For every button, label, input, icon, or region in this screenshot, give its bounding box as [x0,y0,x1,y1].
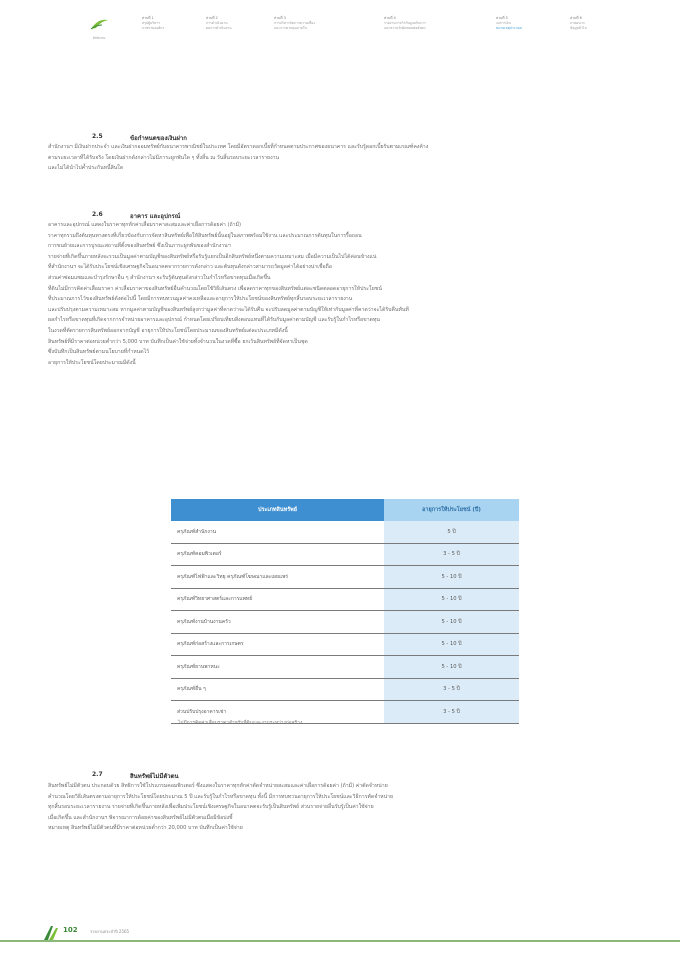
cell-asset: ครุภัณฑ์งานบ้านงานครัว [177,618,231,625]
section-number: 2.6 [92,211,103,218]
paragraph-line: ทุกสิ้นรอบระยะเวลารายงาน รายจ่ายที่เกิดขึ้นภายหลังเพื่อเพิ่มประโยชน์เชิงเศรษฐกิจในอนาคตจะรับรู้เป็นสินทรัพย์ ส่วนรายจ่ายอื่นรับรู้เป็นค่าใช้จ่าย [48,804,374,811]
nav-label: สรุปผู้บริหาร [142,21,160,25]
section-2-5-body [48,142,614,174]
paragraph-line: ที่ดินไม่มีการคิดค่าเสื่อมราคา ค่าเสื่อมราคาของสินทรัพย์อื่นคำนวณโดยใช้วิธีเส้นตรง เพื่อลดราคาทุกของสินทรัพย์แต่ละชนิดตลอดอายุการให้ประโยชน์ [48,285,382,292]
cell-asset: ครุภัณฑ์สำนักงาน [177,528,217,535]
nav-section-5[interactable] [496,16,522,31]
paragraph-line: ซึ่งบันทึกเป็นสินทรัพย์ตามนโยบายที่กำหนดไว้ [48,349,150,356]
table-row [171,679,519,702]
section-number: 2.7 [92,771,103,778]
cell-asset: ครุภัณฑ์ยานพาหนะ [177,663,220,670]
cell-asset: ส่วนปรับปรุงอาคารเช่า [177,708,227,715]
section-title: อาคาร และอุปกรณ์ [130,213,181,220]
paragraph-line: รายจ่ายที่เกิดขึ้นภายหลังจะรวมเป็นมูลค่าตามบัญชีของสินทรัพย์หรือรับรู้แยกเป็นอีกสินทรัพย์หนึ่งตามความเหมาะสม เมื่อมีความเป็นไปได้ค่อนข้างแน่ [48,253,377,260]
cell-asset: ครุภัณฑ์ก่อสร้างและการเกษตร [177,641,244,648]
nav-label: ภาคผนวก [570,21,585,25]
paragraph-line: สินทรัพย์ที่มีราคาต่อหน่วยต่ำกว่า 5,000 บาท บันทึกเป็นค่าใช้จ่ายทั้งจำนวนในงวดที่ซื้อ ยกเว้นสินทรัพย์ที่จัดหาเป็นชุด [48,338,308,345]
paragraph-line: ในงวดที่ตัดรายการสินทรัพย์ออกจากบัญชี อายุการให้ประโยชน์โดยประมาณของสินทรัพย์แต่ละประเภทมีดังนี้ [48,327,288,334]
table-row [171,656,519,679]
table-row [171,544,519,567]
section-2-7-body [48,781,614,834]
nav-label: ส่วนที่ 3 [274,16,286,20]
paragraph-line: ส่วนค่าซ่อมแซมและบำรุงรักษาอื่น ๆ สำนักงานฯ จะรับรู้ต้นทุนดังกล่าวในกำไรหรือขาดทุนเมื่อเกิดขึ้น [48,274,271,281]
paragraph-line: อาคารและอุปกรณ์ แสดงในราคาทุกหักค่าเสื่อมราคาสะสมและค่าเผื่อการด้อยค่า (ถ้ามี) [48,222,242,228]
table-row [171,634,519,657]
nav-label: ภาพรวมองค์กร [142,26,165,30]
footer-divider [0,940,680,942]
nav-label: ส่วนที่ 4 [384,16,396,20]
nav-section-6[interactable] [570,16,587,31]
table-row [171,566,519,589]
column-header-years: อายุการให้ประโยชน์ (ปี) [384,499,519,521]
paragraph-line: ผลกำไรหรือขาดทุนที่เกิดจากการจำหน่ายอาคารและอุปกรณ์ กำหนดโดยเปรียบเทียบสิ่งตอบแทนที่ได้รับกับมูลค่าตามบัญชี และรับรู้ในกำไรหรือขาดทุน [48,317,380,324]
paragraph-line: และไม่ได้นำไปค้ำประกันหนี้สินใด [48,165,124,172]
nav-section-4[interactable] [384,16,426,31]
table-footnote: ไม่มีการคิดค่าเสื่อมราคาสำหรับที่ดินและงานระหว่างก่อสร้าง [178,721,303,726]
nav-section-2[interactable] [206,16,232,31]
nav-label: ส่วนที่ 5 [496,16,508,20]
nav-label: การบริหารจัดการความเสี่ยง [274,21,315,25]
column-header-asset: ประเภทสินทรัพย์ [171,499,384,521]
nav-label: การดำเนินงาน [206,21,228,25]
section-title: ข้อกำหนดของเงินฝาก [130,135,187,142]
paragraph-line: สำนักงานฯ มีเงินฝากประจำ และเงินฝากออมทรัพย์กับธนาคารพาณิชย์ในประเทศ โดยมีอัตราดอกเบี้ยที่กำหนดตามประกาศของธนาคาร และรับรู้ดอกเบี้ยรับตามเกณฑ์คงค้าง [48,144,429,150]
paragraph-line: ราคาทุกรวมถึงต้นทุนทางตรงที่เกี่ยวข้องกับการจัดหาสินทรัพย์เพื่อให้สินทรัพย์นั้นอยู่ในสภาพพร้อมใช้งาน และประมาณการต้นทุนในการรื้อถอน [48,232,362,239]
paragraph-line: การขนย้ายและการบูรณะสถานที่ตั้งของสินทรัพย์ ซึ่งเป็นภาระผูกพันของสำนักงานฯ [48,243,231,250]
paragraph-line: อายุการให้ประโยชน์โดยประมาณมีดังนี้ [48,359,136,366]
cell-years: 3 - 5 ปี [384,701,519,723]
nav-label: ส่วนที่ 1 [142,16,154,20]
logo-caption: สำนักงาน [92,36,106,40]
nav-section-1[interactable] [142,16,164,31]
leaf-logo-icon [88,14,110,38]
cell-years: 5 - 10 ปี [384,634,519,656]
useful-life-table [171,499,519,724]
cell-asset: ครุภัณฑ์คอมพิวเตอร์ [177,551,222,558]
cell-years: 3 - 5 ปี [384,544,519,566]
footer-caption: รายงานประจำปี 2565 [90,929,130,934]
cell-asset: ครุภัณฑ์วิทยาศาสตร์และการแพทย์ [177,596,253,603]
nav-label: และความรับผิดชอบต่อสังคม [384,26,426,30]
cell-years: 5 - 10 ปี [384,656,519,678]
paragraph-line: และปรับปรุงตามความเหมาะสม หากมูลค่าตามบัญชีของสินทรัพย์สูงกว่ามูลค่าที่คาดว่าจะได้รับคืน จะปรับลดมูลค่าตามบัญชีให้เท่ากับมูลค่าที่คาดว่าจะได้รับคืนทันที [48,306,409,313]
cell-years: 3 - 5 ปี [384,679,519,701]
leaf-footer-icon [42,922,60,942]
paragraph-line: เมื่อเกิดขึ้น และสำนักงานฯ พิจารณาการด้อยค่าของสินทรัพย์ไม่มีตัวตนเมื่อมีข้อบ่งชี้ [48,814,233,821]
page-header [0,0,680,52]
paragraph-line: ที่สำนักงานฯ จะได้รับประโยชน์เชิงเศรษฐกิจในอนาคตจากรายการดังกล่าว และต้นทุนดังกล่าวสามารถวัดมูลค่าได้อย่างน่าเชื่อถือ [48,264,332,271]
table-row [171,611,519,634]
nav-label: ผลการดำเนินงาน [206,26,232,30]
nav-label: หมายเหตุประกอบ [496,26,522,30]
nav-label: ส่วนที่ 6 [570,16,582,20]
nav-label: งบการเงิน [496,21,511,25]
paragraph-line: หมายเหตุ สินทรัพย์ไม่มีตัวตนที่มีราคาต่อหน่วยต่ำกว่า 20,000 บาท บันทึกเป็นค่าใช้จ่าย [48,825,243,832]
cell-years: 5 ปี [384,521,519,543]
table-row [171,521,519,544]
section-2-6-body [48,220,614,368]
page-number: 102 [63,926,78,934]
cell-years: 5 - 10 ปี [384,566,519,588]
nav-label: และการควบคุมภายใน [274,26,307,30]
cell-asset: ครุภัณฑ์ไฟฟ้าและวิทยุ ครุภัณฑ์โฆษณาและเผยแพร่ [177,573,289,580]
nav-label: ส่วนที่ 2 [206,16,218,20]
table-header [171,499,519,521]
section-title: สินทรัพย์ไม่มีตัวตน [130,773,179,780]
paragraph-line: ตามระยะเวลาที่ได้รับจริง โดยเงินฝากดังกล่าวไม่มีภาระผูกพันใด ๆ ทั้งสิ้น ณ วันสิ้นรอบระยะเวลารายงาน [48,154,280,161]
cell-years: 5 - 10 ปี [384,589,519,611]
paragraph-line: คำนวณโดยวิธีเส้นตรงตามอายุการให้ประโยชน์โดยประมาณ 5 ปี และรับรู้ในกำไรหรือขาดทุน ทั้งนี้ มีการทบทวนอายุการให้ประโยชน์และวิธีการตัดจำหน่าย [48,793,394,800]
paragraph-line: ที่ประมาณการไว้ของสินทรัพย์ดังต่อไปนี้ โดยมีการทบทวนมูลค่าคงเหลือและอายุการให้ประโยชน์ของสินทรัพย์ทุกสิ้นรอบระยะเวลารายงาน [48,296,353,303]
nav-section-3[interactable] [274,16,315,31]
cell-asset: ครุภัณฑ์อื่น ๆ [177,686,206,693]
cell-years: 5 - 10 ปี [384,611,519,633]
table-row [171,589,519,612]
section-number: 2.5 [92,133,103,140]
paragraph-line: สินทรัพย์ไม่มีตัวตน ประกอบด้วย สิทธิการใช้โปรแกรมคอมพิวเตอร์ ซึ่งแสดงในราคาทุกหักค่าตัดจำหน่ายสะสมและค่าเผื่อการด้อยค่า (ถ้ามี) ค่าตัดจำหน่าย [48,783,388,789]
nav-label: รายงานการกำกับดูแลกิจการ [384,21,426,25]
nav-label: ข้อมูลทั่วไป [570,26,587,30]
